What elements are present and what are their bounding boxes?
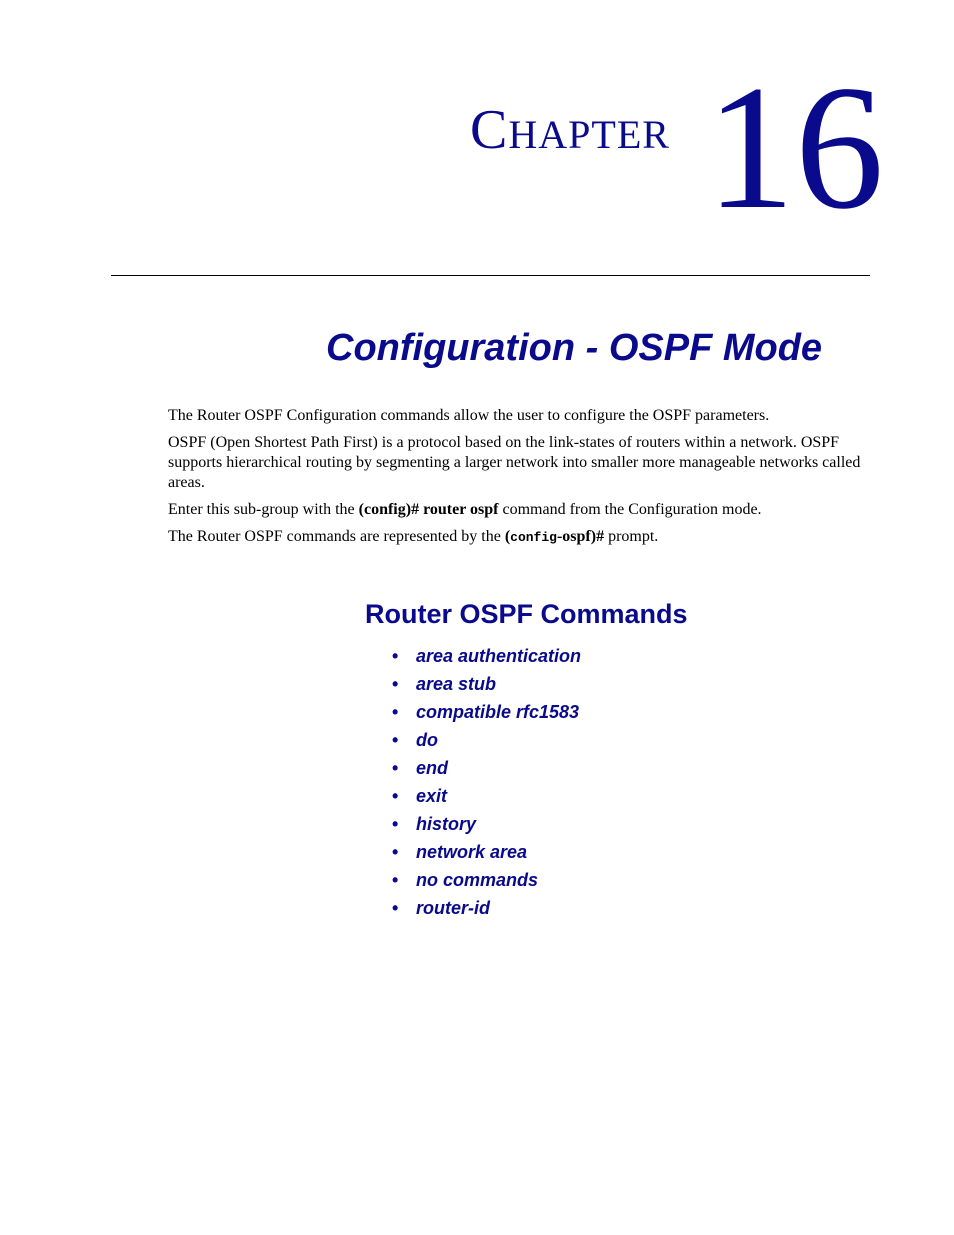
p4-prompt-bold: -ospf)#	[556, 528, 605, 545]
bullet-icon: •	[392, 898, 399, 918]
intro-text	[168, 406, 870, 555]
command-link[interactable]: do	[416, 730, 438, 750]
chapter-label	[470, 100, 670, 165]
chapter-label-initial: C	[470, 99, 509, 161]
command-link[interactable]: network area	[416, 842, 528, 862]
command-item[interactable]	[392, 670, 581, 698]
p3-text-before: Enter this sub-group with the	[168, 501, 359, 518]
command-link[interactable]: compatible rfc1583	[416, 702, 580, 722]
bullet-icon: •	[392, 842, 399, 862]
chapter-title: Configuration - OSPF Mode	[326, 327, 823, 369]
p4-prompt-open: (	[504, 528, 511, 545]
bullet-icon: •	[392, 786, 399, 806]
bullet-icon: •	[392, 870, 399, 890]
command-link[interactable]: end	[416, 758, 449, 778]
command-link[interactable]: no commands	[416, 870, 539, 890]
intro-paragraph-3	[168, 500, 870, 520]
p3-command: (config)# router ospf	[358, 501, 499, 518]
p4-text-after: prompt.	[604, 528, 659, 545]
command-link[interactable]: exit	[416, 786, 448, 806]
command-item[interactable]	[392, 894, 581, 922]
command-item[interactable]	[392, 866, 581, 894]
command-item[interactable]	[392, 726, 581, 754]
intro-paragraph-4	[168, 527, 870, 548]
bullet-icon: •	[392, 674, 399, 694]
command-link[interactable]: history	[416, 814, 477, 834]
intro-paragraph-1: The Router OSPF Configuration commands allow the user to configure the OSPF parameters.	[168, 407, 770, 424]
command-item[interactable]	[392, 754, 581, 782]
bullet-icon: •	[392, 814, 399, 834]
command-list	[392, 642, 581, 922]
intro-paragraph-2: OSPF (Open Shortest Path First) is a protocol based on the link-states of routers within a network. OSPF supports hierarchical routing by segmenting a larger network into smaller more manageable networks called areas.	[168, 434, 861, 491]
chapter-label-rest: HAPTER	[508, 112, 670, 157]
command-link[interactable]: area authentication	[416, 646, 582, 666]
bullet-icon: •	[392, 702, 399, 722]
command-item[interactable]	[392, 642, 581, 670]
command-item[interactable]	[392, 782, 581, 810]
command-link[interactable]: router-id	[416, 898, 490, 918]
p4-text-before: The Router OSPF commands are represented by the	[168, 528, 505, 545]
header-divider	[111, 275, 870, 276]
p4-prompt-mono: config	[510, 530, 557, 545]
chapter-number: 16	[706, 48, 884, 246]
command-item[interactable]	[392, 698, 581, 726]
bullet-icon: •	[392, 758, 399, 778]
command-item[interactable]	[392, 810, 581, 838]
bullet-icon: •	[392, 730, 399, 750]
p3-text-after: command from the Configuration mode.	[498, 501, 762, 518]
command-link[interactable]: area stub	[416, 674, 497, 694]
bullet-icon: •	[392, 646, 399, 666]
command-item[interactable]	[392, 838, 581, 866]
section-title: Router OSPF Commands	[365, 599, 688, 629]
